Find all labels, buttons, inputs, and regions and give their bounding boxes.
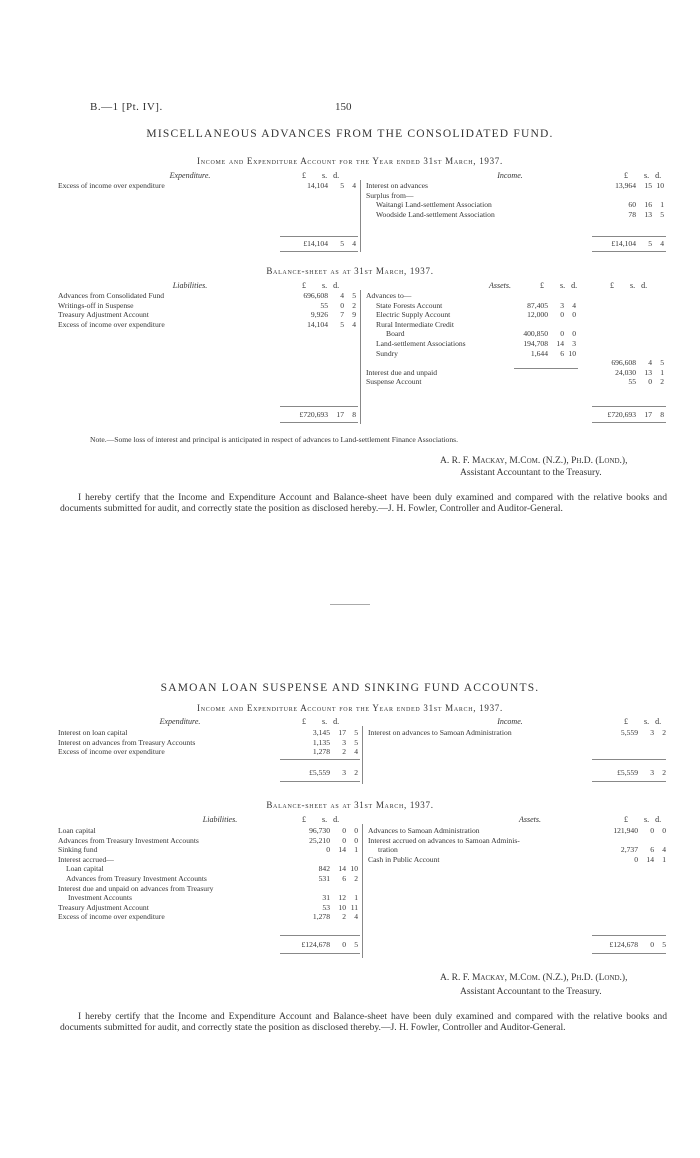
s2-bs-cur-l: £ s. d.	[302, 815, 340, 824]
amount-shillings: 6	[560, 348, 564, 358]
section-separator	[330, 604, 370, 605]
s1-ie-rule-r	[592, 236, 666, 237]
ledger-row-label: Advances from Treasury Investment Accounts	[58, 835, 199, 845]
amount-pence: 4	[354, 747, 358, 757]
amount-pounds: £124,678	[301, 940, 330, 949]
ledger-row	[58, 291, 358, 301]
page-reference: B.—1 [Pt. IV].	[90, 101, 163, 113]
s1-ie-left-head: Expenditure.	[169, 171, 211, 180]
s2-ie-total-right	[368, 768, 668, 778]
ledger-row	[366, 339, 666, 349]
s2-ie-cur-r: £ s. d.	[624, 717, 662, 726]
amount-pounds: £5,559	[617, 768, 638, 777]
s2-ie-left-head: Expenditure.	[159, 717, 201, 726]
amount-pence: 1	[660, 200, 664, 210]
amount-pounds: 25,210	[309, 835, 330, 845]
ledger-row-label: Interest on advances to Samoan Administration	[368, 728, 512, 737]
s2-ie-rule-r2	[592, 781, 666, 782]
amount-shillings: 2	[342, 747, 346, 757]
amount-pence: 5	[660, 358, 664, 368]
amount-pence: 2	[660, 377, 664, 387]
amount-pounds: 696,608	[303, 291, 328, 300]
s1-bs-right-rows	[366, 291, 666, 387]
s2-bs-rule-r2	[592, 953, 666, 954]
s2-bs-right-rows	[368, 826, 668, 864]
ledger-row	[58, 320, 358, 330]
amount-pence: 4	[660, 239, 664, 248]
ledger-row-label: Investment Accounts	[68, 893, 132, 903]
ledger-row-label: Interest on loan capital	[58, 728, 128, 737]
amount-pence: 4	[352, 319, 356, 329]
amount-pounds: 1,278	[312, 912, 330, 922]
amount-shillings: 14	[338, 845, 346, 855]
ledger-row-label: Interest accrued on advances to Samoan Adminis-	[368, 835, 520, 845]
amount-pence: 8	[352, 410, 356, 419]
s2-ie-cur-l: £ s. d.	[302, 717, 340, 726]
ledger-row-label: Excess of income over expenditure	[58, 912, 165, 922]
amount-pence: 1	[354, 845, 358, 855]
s2-ie-divider	[362, 726, 363, 784]
amount-shillings: 6	[342, 873, 346, 883]
amount-pence: 5	[354, 728, 358, 737]
ledger-row	[58, 903, 360, 913]
ledger-row-label: Advances from Consolidated Fund	[58, 291, 165, 300]
amount-pounds: 842	[318, 864, 330, 874]
total-row	[58, 239, 358, 249]
amount-pounds: 87,405	[527, 300, 548, 310]
amount-pounds: 5,559	[620, 728, 638, 737]
amount-shillings: 4	[340, 291, 344, 300]
s1-ie-right-head: Income.	[497, 171, 523, 180]
amount-pounds: 696,608	[611, 358, 636, 368]
amount-pounds: 55	[628, 377, 636, 387]
s1-bs-left-rows	[58, 291, 358, 329]
ledger-row-label: tration	[378, 845, 398, 855]
amount-pence: 2	[354, 768, 358, 777]
ledger-row-label: Loan capital	[58, 826, 96, 835]
amount-pounds: £14,104	[303, 239, 328, 248]
ledger-row	[58, 855, 360, 865]
s1-ie-divider	[360, 180, 361, 252]
ledger-row	[58, 826, 360, 836]
amount-pounds: £720,693	[299, 410, 328, 419]
amount-pounds: 121,940	[613, 826, 638, 835]
amount-pence: 4	[352, 181, 356, 190]
s1-ie-rule-l2	[280, 251, 358, 252]
ledger-row-label: Interest due and unpaid on advances from Treasury	[58, 883, 214, 893]
ledger-row	[58, 884, 360, 894]
ledger-row-label: Rural Intermediate Credit	[376, 319, 455, 329]
amount-shillings: 15	[644, 181, 652, 190]
amount-pounds: 78	[628, 209, 636, 219]
amount-pounds: 531	[318, 873, 330, 883]
section1-bs-heading: Balance-sheet as at 31st March, 1937.	[266, 266, 434, 276]
section2-ie-heading: Income and Expenditure Account for the Year ended 31st March, 1937.	[197, 703, 503, 713]
amount-pence: 5	[354, 940, 358, 949]
ledger-row	[58, 864, 360, 874]
section1-title: MISCELLANEOUS ADVANCES FROM THE CONSOLIDATED FUND.	[146, 128, 554, 140]
s2-ie-right-rows	[368, 728, 668, 738]
total-row	[368, 768, 668, 778]
amount-shillings: 0	[342, 835, 346, 845]
ledger-row-label: Board	[386, 329, 405, 339]
s1-certificate: I hereby certify that the Income and Expenditure Account and Balance-sheet have been duly examined and compared with the relative books and documents submitted for audit, and correctly state the position as disclosed hereby.—J. H. Fowler, Controller and Auditor-General.	[60, 492, 667, 514]
amount-shillings: 0	[648, 377, 652, 387]
s2-signature-title: Assistant Accountant to the Treasury.	[460, 987, 602, 997]
s2-bs-total-left	[58, 940, 360, 950]
ledger-row-label: Sinking fund	[58, 845, 98, 855]
s1-bs-divider	[360, 290, 361, 424]
total-row	[58, 940, 360, 950]
ledger-row	[58, 310, 358, 320]
section1-ie-heading: Income and Expenditure Account for the Year ended 31st March, 1937.	[197, 156, 503, 166]
s2-bs-total-right	[368, 940, 668, 950]
s2-signature-name: A. R. F. Mackay, M.Com. (N.Z.), Ph.D. (Lond.),	[440, 973, 628, 983]
s1-bs-rule-r2	[592, 422, 666, 423]
s1-ie-rule-l	[280, 236, 358, 237]
s1-bs-cur-l: £ s. d.	[302, 281, 340, 290]
amount-pence: 5	[662, 940, 666, 949]
s1-ie-total-right	[366, 239, 666, 249]
ledger-row-label: Treasury Adjustment Account	[58, 902, 149, 912]
ledger-row	[368, 826, 668, 836]
amount-pounds: £5,559	[309, 768, 330, 777]
amount-pounds: 3,145	[312, 728, 330, 737]
amount-shillings: 2	[342, 912, 346, 922]
amount-pounds: 1,135	[312, 737, 330, 747]
amount-pence: 10	[656, 181, 664, 190]
ledger-row	[366, 200, 666, 210]
ledger-row-label: Interest on advances from Treasury Accounts	[58, 737, 196, 747]
amount-pence: 5	[354, 737, 358, 747]
amount-pounds: 1,278	[312, 747, 330, 757]
amount-pence: 10	[568, 348, 576, 358]
ledger-row-label: Interest due and unpaid	[366, 367, 438, 377]
amount-shillings: 3	[342, 768, 346, 777]
total-row	[58, 410, 358, 420]
amount-shillings: 0	[342, 826, 346, 835]
total-row	[58, 768, 360, 778]
amount-pounds: £14,104	[611, 239, 636, 248]
ledger-row	[366, 358, 666, 368]
s1-signature-title: Assistant Accountant to the Treasury.	[460, 468, 602, 478]
amount-pounds: 13,964	[615, 181, 636, 190]
s1-bs-rule-l	[280, 406, 358, 407]
ledger-row-label: Waitangi Land-settlement Association	[376, 200, 492, 210]
amount-shillings: 16	[644, 200, 652, 210]
amount-pence: 2	[662, 768, 666, 777]
amount-pence: 2	[352, 300, 356, 310]
amount-pence: 1	[662, 854, 666, 864]
ledger-row	[368, 855, 668, 865]
amount-shillings: 13	[644, 209, 652, 219]
amount-shillings: 3	[342, 737, 346, 747]
s1-ie-left-rows	[58, 181, 358, 191]
ledger-row	[366, 301, 666, 311]
s2-bs-rule-l2	[280, 953, 360, 954]
s1-bs-total-left	[58, 410, 358, 420]
amount-pence: 0	[354, 835, 358, 845]
amount-pence: 0	[662, 826, 666, 835]
amount-shillings: 12	[338, 893, 346, 903]
amount-shillings: 0	[342, 940, 346, 949]
amount-shillings: 14	[338, 864, 346, 874]
ledger-row	[58, 912, 360, 922]
s1-ie-cur-l: £ s. d.	[302, 171, 340, 180]
ledger-row-label: Electric Supply Account	[376, 310, 451, 320]
amount-shillings: 0	[650, 940, 654, 949]
amount-pounds: 24,030	[615, 367, 636, 377]
ledger-row	[366, 377, 666, 387]
amount-shillings: 3	[560, 300, 564, 310]
s2-ie-right-head: Income.	[497, 717, 523, 726]
ledger-row-label: Cash in Public Account	[368, 854, 440, 864]
amount-pence: 2	[354, 873, 358, 883]
s1-ie-rule-r2	[592, 251, 666, 252]
page-number: 150	[335, 101, 352, 113]
s2-bs-right-head: Assets.	[519, 815, 541, 824]
ledger-row	[58, 874, 360, 884]
ledger-row	[58, 728, 360, 738]
ledger-row-label: Land-settlement Associations	[376, 338, 466, 348]
amount-pounds: 60	[628, 200, 636, 210]
ledger-row	[366, 368, 666, 378]
ledger-row-label: Advances to—	[366, 291, 412, 300]
ledger-row	[366, 210, 666, 220]
section2-title: SAMOAN LOAN SUSPENSE AND SINKING FUND ACCOUNTS.	[160, 682, 540, 694]
ledger-row	[366, 349, 666, 359]
ledger-row	[58, 845, 360, 855]
s2-certificate: I hereby certify that the Income and Expenditure Account and Balance-sheet have been duly examined and compared with the relative books and documents submitted for audit, and correctly state the position as disclosed thereby.—J. H. Fowler, Controller and Auditor-General.	[60, 1011, 667, 1033]
s1-bs-cur-m: £ s. d.	[540, 281, 578, 290]
ledger-row	[58, 747, 360, 757]
amount-shillings: 5	[340, 319, 344, 329]
amount-pounds: £720,693	[607, 410, 636, 419]
amount-pounds: 12,000	[527, 310, 548, 320]
ledger-row-label: Interest accrued—	[58, 854, 114, 864]
amount-shillings: 17	[644, 410, 652, 419]
s1-ie-right-rows	[366, 181, 666, 219]
ledger-row-label: Writings-off in Suspense	[58, 300, 134, 310]
ledger-row-label: Excess of income over expenditure	[58, 181, 165, 190]
s1-bs-left-head: Liabilities.	[172, 281, 208, 290]
ledger-row-label: Excess of income over expenditure	[58, 747, 165, 757]
amount-pence: 5	[660, 209, 664, 219]
amount-pence: 0	[354, 826, 358, 835]
amount-shillings: 14	[646, 854, 654, 864]
amount-pounds: £124,678	[609, 940, 638, 949]
s2-ie-left-rows	[58, 728, 360, 757]
section2-bs-heading: Balance-sheet as at 31st March, 1937.	[266, 800, 434, 810]
s1-ie-cur-r: £ s. d.	[624, 171, 662, 180]
amount-pounds: 0	[326, 845, 330, 855]
ledger-row-label: Woodside Land-settlement Association	[376, 209, 495, 219]
ledger-row	[368, 728, 668, 738]
s1-ie-total-left	[58, 239, 358, 249]
amount-shillings: 4	[648, 358, 652, 368]
amount-shillings: 0	[560, 310, 564, 320]
total-row	[366, 239, 666, 249]
ledger-row	[366, 291, 666, 301]
amount-shillings: 3	[650, 768, 654, 777]
s2-bs-rule-r	[592, 935, 666, 936]
amount-shillings: 13	[644, 367, 652, 377]
ledger-row	[366, 191, 666, 201]
amount-pence: 1	[354, 893, 358, 903]
amount-shillings: 0	[560, 329, 564, 339]
amount-pence: 1	[660, 367, 664, 377]
amount-shillings: 7	[340, 310, 344, 320]
ledger-row	[58, 836, 360, 846]
amount-pence: 0	[572, 310, 576, 320]
ledger-row-label: Treasury Adjustment Account	[58, 310, 149, 320]
ledger-row-label: Advances to Samoan Administration	[368, 826, 480, 835]
ledger-row	[58, 181, 358, 191]
amount-pence: 10	[350, 864, 358, 874]
total-row	[366, 410, 666, 420]
amount-pence: 8	[660, 410, 664, 419]
s2-ie-total-left	[58, 768, 360, 778]
ledger-row	[58, 738, 360, 748]
s2-bs-left-head: Liabilities.	[202, 815, 238, 824]
amount-shillings: 6	[650, 845, 654, 855]
s1-signature-name: A. R. F. Mackay, M.Com. (N.Z.), Ph.D. (Lond.),	[440, 456, 628, 466]
amount-pence: 3	[572, 338, 576, 348]
s2-ie-rule-l	[280, 759, 360, 760]
s2-ie-rule-r	[592, 759, 666, 760]
amount-pounds: 14,104	[307, 319, 328, 329]
amount-pounds: 9,926	[310, 310, 328, 320]
ledger-row-label: Interest on advances	[366, 181, 428, 190]
amount-pounds: 400,850	[523, 329, 548, 339]
amount-shillings: 10	[338, 902, 346, 912]
amount-pence: 4	[354, 912, 358, 922]
amount-pounds: 1,644	[530, 348, 548, 358]
ledger-row-label: Suspense Account	[366, 377, 422, 387]
amount-pounds: 2,737	[620, 845, 638, 855]
ledger-row-label: Advances from Treasury Investment Accounts	[66, 873, 207, 883]
s1-bs-cur-r: £ s. d.	[610, 281, 648, 290]
amount-pence: 5	[352, 291, 356, 300]
amount-pence: 9	[352, 310, 356, 320]
ledger-row	[366, 181, 666, 191]
amount-pounds: 55	[320, 300, 328, 310]
s2-bs-cur-r: £ s. d.	[624, 815, 662, 824]
amount-pounds: 194,708	[523, 338, 548, 348]
ledger-row-label: Excess of income over expenditure	[58, 319, 165, 329]
amount-pounds: 31	[322, 893, 330, 903]
amount-shillings: 5	[340, 239, 344, 248]
amount-pence: 4	[662, 845, 666, 855]
s1-bs-subrule	[514, 368, 578, 369]
amount-shillings: 17	[338, 728, 346, 737]
s2-bs-left-rows	[58, 826, 360, 922]
amount-pence: 0	[572, 329, 576, 339]
amount-pounds: 14,104	[307, 181, 328, 190]
amount-shillings: 0	[340, 300, 344, 310]
amount-pence: 4	[352, 239, 356, 248]
ledger-row	[58, 301, 358, 311]
amount-shillings: 14	[556, 338, 564, 348]
s1-note: Note.—Some loss of interest and principal is anticipated in respect of advances to Land-settlement Finance Associations.	[90, 435, 458, 444]
ledger-row	[366, 320, 666, 330]
amount-shillings: 17	[336, 410, 344, 419]
amount-pence: 2	[662, 728, 666, 737]
amount-pence: 4	[572, 300, 576, 310]
ledger-row-label: Surplus from—	[366, 190, 414, 200]
s1-bs-total-right	[366, 410, 666, 420]
amount-pounds: 96,730	[309, 826, 330, 835]
amount-shillings: 3	[650, 728, 654, 737]
ledger-row	[366, 329, 666, 339]
amount-shillings: 5	[340, 181, 344, 190]
s2-ie-rule-l2	[280, 781, 360, 782]
amount-shillings: 0	[650, 826, 654, 835]
s1-bs-rule-r	[592, 406, 666, 407]
ledger-row	[368, 845, 668, 855]
s1-bs-rule-l2	[280, 422, 358, 423]
total-row	[368, 940, 668, 950]
ledger-row	[366, 310, 666, 320]
amount-pounds: 0	[634, 854, 638, 864]
ledger-row	[58, 893, 360, 903]
s1-bs-right-head: Assets.	[489, 281, 511, 290]
amount-shillings: 5	[648, 239, 652, 248]
ledger-row-label: State Forests Account	[376, 300, 443, 310]
ledger-row-label: Loan capital	[66, 864, 104, 874]
amount-pence: 11	[350, 902, 358, 912]
s2-bs-rule-l	[280, 935, 360, 936]
ledger-row-label: Sundry	[376, 348, 398, 358]
ledger-row	[368, 836, 668, 846]
s2-bs-divider	[362, 824, 363, 958]
amount-pounds: 53	[322, 902, 330, 912]
